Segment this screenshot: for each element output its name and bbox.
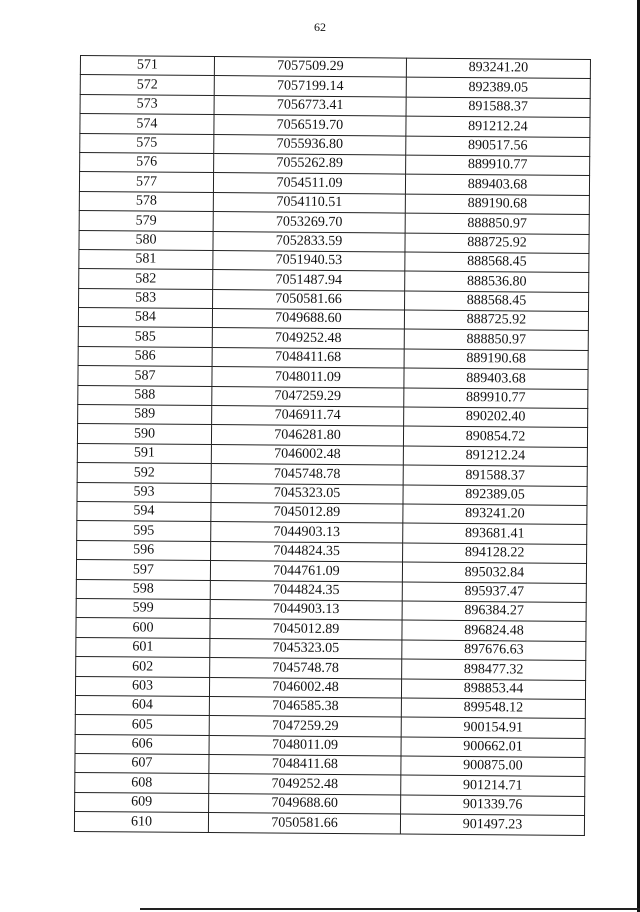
x-coordinate-cell: 7046911.74 <box>212 406 404 427</box>
point-number-cell: 577 <box>79 172 213 192</box>
point-number-cell: 573 <box>80 94 214 114</box>
y-coordinate-cell: 901339.76 <box>401 795 585 816</box>
x-coordinate-cell: 7057509.29 <box>214 57 406 78</box>
y-coordinate-cell: 892389.05 <box>403 485 587 506</box>
x-coordinate-cell: 7048011.09 <box>209 735 401 756</box>
y-coordinate-cell: 891588.37 <box>403 465 587 486</box>
point-number-cell: 587 <box>78 366 212 386</box>
point-number-cell: 586 <box>78 346 212 366</box>
point-number-cell: 572 <box>80 75 214 95</box>
y-coordinate-cell: 888536.80 <box>405 271 589 292</box>
point-number-cell: 576 <box>80 152 214 172</box>
y-coordinate-cell: 889403.68 <box>404 368 588 389</box>
y-coordinate-cell: 901497.23 <box>400 814 584 835</box>
point-number-cell: 608 <box>75 773 209 793</box>
y-coordinate-cell: 894128.22 <box>403 543 587 564</box>
x-coordinate-cell: 7050581.66 <box>213 289 405 310</box>
x-coordinate-cell: 7047259.29 <box>209 716 401 737</box>
x-coordinate-cell: 7044903.13 <box>211 522 403 543</box>
point-number-cell: 574 <box>80 114 214 134</box>
x-coordinate-cell: 7049252.48 <box>209 774 401 795</box>
y-coordinate-cell: 888725.92 <box>404 310 588 331</box>
point-number-cell: 579 <box>79 211 213 231</box>
y-coordinate-cell: 888568.45 <box>405 291 589 312</box>
x-coordinate-cell: 7049252.48 <box>212 328 404 349</box>
point-number-cell: 599 <box>76 598 210 618</box>
x-coordinate-cell: 7044761.09 <box>210 561 402 582</box>
point-number-cell: 600 <box>76 618 210 638</box>
coordinates-table <box>74 55 591 836</box>
point-number-cell: 583 <box>79 288 213 308</box>
coordinates-table-body <box>74 56 590 836</box>
point-number-cell: 604 <box>75 695 209 715</box>
point-number-cell: 596 <box>77 540 211 560</box>
x-coordinate-cell: 7055936.80 <box>214 134 406 155</box>
point-number-cell: 594 <box>77 501 211 521</box>
y-coordinate-cell: 898477.32 <box>402 659 586 680</box>
point-number-cell: 582 <box>79 269 213 289</box>
y-coordinate-cell: 896384.27 <box>402 601 586 622</box>
point-number-cell: 578 <box>79 191 213 211</box>
y-coordinate-cell: 889910.77 <box>406 155 590 176</box>
x-coordinate-cell: 7056773.41 <box>214 95 406 116</box>
y-coordinate-cell: 889190.68 <box>404 349 588 370</box>
y-coordinate-cell: 900154.91 <box>401 717 585 738</box>
y-coordinate-cell: 891212.24 <box>406 116 590 137</box>
y-coordinate-cell: 889910.77 <box>404 388 588 409</box>
x-coordinate-cell: 7046002.48 <box>211 444 403 465</box>
y-coordinate-cell: 893241.20 <box>406 58 590 79</box>
x-coordinate-cell: 7046281.80 <box>211 425 403 446</box>
y-coordinate-cell: 900662.01 <box>401 737 585 758</box>
y-coordinate-cell: 888568.45 <box>405 252 589 273</box>
scan-edge-bottom <box>140 908 640 910</box>
y-coordinate-cell: 901214.71 <box>401 775 585 796</box>
x-coordinate-cell: 7044824.35 <box>210 580 402 601</box>
x-coordinate-cell: 7045012.89 <box>211 503 403 524</box>
page-number: 62 <box>314 20 326 34</box>
y-coordinate-cell: 891212.24 <box>403 446 587 467</box>
x-coordinate-cell: 7049688.60 <box>209 793 401 814</box>
x-coordinate-cell: 7055262.89 <box>214 154 406 175</box>
x-coordinate-cell: 7045323.05 <box>211 483 403 504</box>
y-coordinate-cell: 888725.92 <box>405 233 589 254</box>
y-coordinate-cell: 888850.97 <box>405 213 589 234</box>
y-coordinate-cell: 900875.00 <box>401 756 585 777</box>
y-coordinate-cell: 896824.48 <box>402 620 586 641</box>
x-coordinate-cell: 7053269.70 <box>213 212 405 233</box>
y-coordinate-cell: 889190.68 <box>405 194 589 215</box>
point-number-cell: 603 <box>75 676 209 696</box>
table-row <box>74 812 584 835</box>
point-number-cell: 595 <box>77 521 211 541</box>
point-number-cell: 571 <box>80 56 214 76</box>
x-coordinate-cell: 7048011.09 <box>212 367 404 388</box>
x-coordinate-cell: 7048411.68 <box>212 347 404 368</box>
y-coordinate-cell: 892389.05 <box>406 77 590 98</box>
y-coordinate-cell: 898853.44 <box>401 679 585 700</box>
point-number-cell: 606 <box>75 734 209 754</box>
point-number-cell: 591 <box>77 443 211 463</box>
x-coordinate-cell: 7045012.89 <box>210 619 402 640</box>
y-coordinate-cell: 893241.20 <box>403 504 587 525</box>
x-coordinate-cell: 7056519.70 <box>214 115 406 136</box>
point-number-cell: 585 <box>78 327 212 347</box>
y-coordinate-cell: 897676.63 <box>402 640 586 661</box>
point-number-cell: 575 <box>80 133 214 153</box>
point-number-cell: 581 <box>79 249 213 269</box>
y-coordinate-cell: 890202.40 <box>404 407 588 428</box>
y-coordinate-cell: 890517.56 <box>406 136 590 157</box>
x-coordinate-cell: 7045748.78 <box>210 658 402 679</box>
point-number-cell: 592 <box>77 463 211 483</box>
y-coordinate-cell: 890854.72 <box>403 426 587 447</box>
x-coordinate-cell: 7051940.53 <box>213 250 405 271</box>
y-coordinate-cell: 891588.37 <box>406 97 590 118</box>
point-number-cell: 588 <box>78 385 212 405</box>
x-coordinate-cell: 7047259.29 <box>212 386 404 407</box>
x-coordinate-cell: 7044824.35 <box>211 541 403 562</box>
x-coordinate-cell: 7050581.66 <box>208 813 400 834</box>
x-coordinate-cell: 7057199.14 <box>214 76 406 97</box>
y-coordinate-cell: 893681.41 <box>403 523 587 544</box>
x-coordinate-cell: 7044903.13 <box>210 599 402 620</box>
point-number-cell: 597 <box>76 560 210 580</box>
x-coordinate-cell: 7045323.05 <box>210 638 402 659</box>
x-coordinate-cell: 7046002.48 <box>209 677 401 698</box>
y-coordinate-cell: 889403.68 <box>405 174 589 195</box>
point-number-cell: 598 <box>76 579 210 599</box>
point-number-cell: 609 <box>75 792 209 812</box>
point-number-cell: 601 <box>76 637 210 657</box>
x-coordinate-cell: 7045748.78 <box>211 464 403 485</box>
x-coordinate-cell: 7054511.09 <box>213 173 405 194</box>
point-number-cell: 580 <box>79 230 213 250</box>
point-number-cell: 589 <box>78 405 212 425</box>
y-coordinate-cell: 888850.97 <box>404 330 588 351</box>
point-number-cell: 610 <box>74 812 208 832</box>
point-number-cell: 584 <box>78 308 212 328</box>
point-number-cell: 593 <box>77 482 211 502</box>
coordinates-table-container <box>74 55 590 836</box>
point-number-cell: 590 <box>77 424 211 444</box>
y-coordinate-cell: 895937.47 <box>402 582 586 603</box>
x-coordinate-cell: 7049688.60 <box>212 309 404 330</box>
x-coordinate-cell: 7052833.59 <box>213 231 405 252</box>
point-number-cell: 607 <box>75 754 209 774</box>
y-coordinate-cell: 895032.84 <box>402 562 586 583</box>
point-number-cell: 605 <box>75 715 209 735</box>
point-number-cell: 602 <box>76 657 210 677</box>
x-coordinate-cell: 7046585.38 <box>209 696 401 717</box>
x-coordinate-cell: 7048411.68 <box>209 755 401 776</box>
y-coordinate-cell: 899548.12 <box>401 698 585 719</box>
x-coordinate-cell: 7051487.94 <box>213 270 405 291</box>
x-coordinate-cell: 7054110.51 <box>213 192 405 213</box>
